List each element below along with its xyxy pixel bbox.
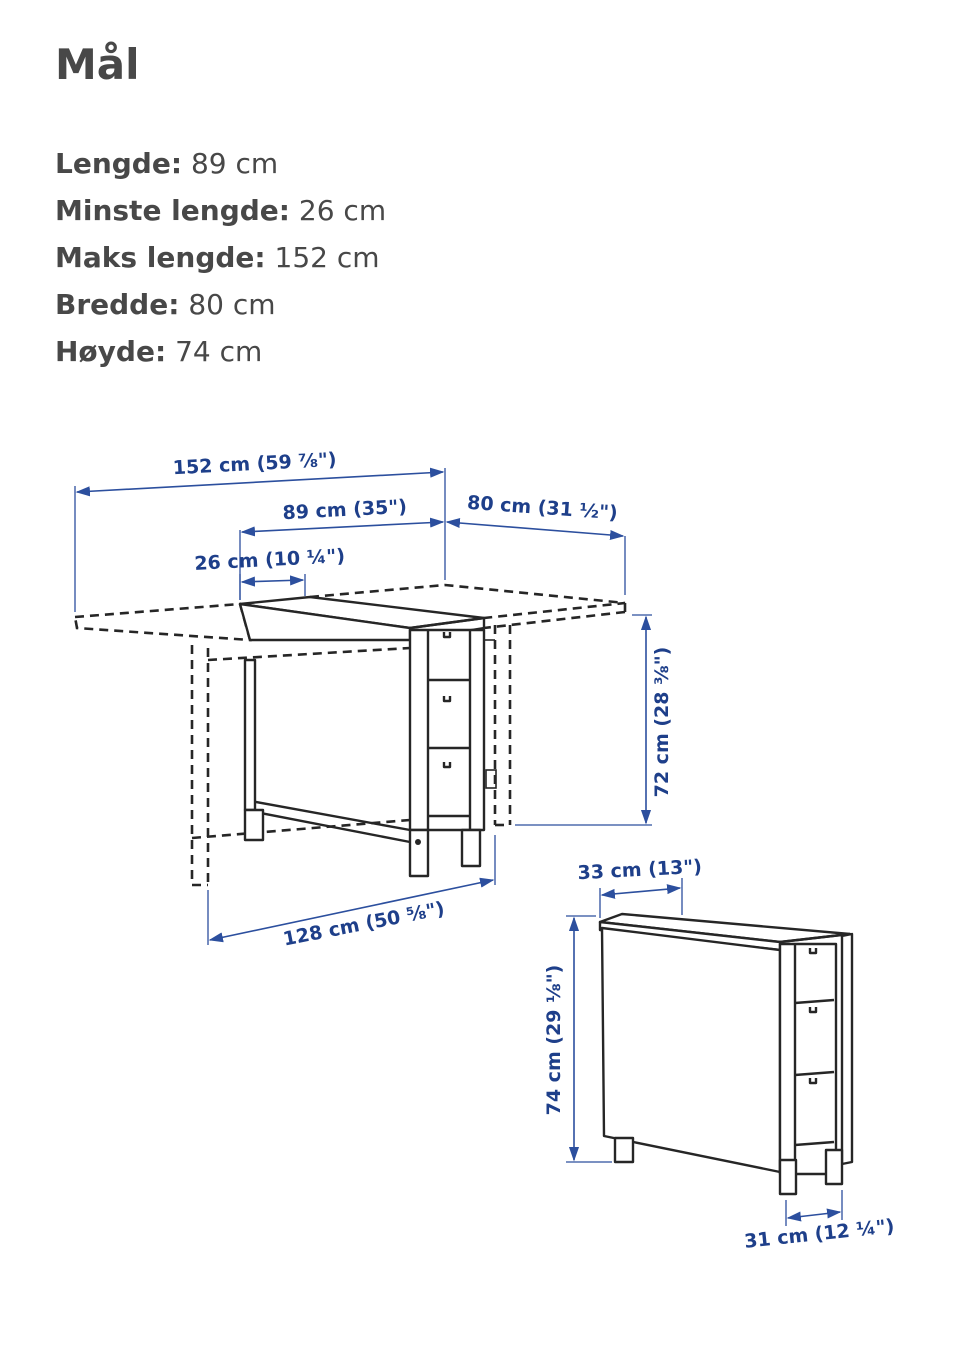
dim-max-length-label: 152 cm (59 ⅞") (172, 448, 338, 480)
spec-value: 89 cm (190, 147, 279, 180)
dim-length-label: 89 cm (35") (281, 495, 408, 525)
spec-value: 80 cm (188, 288, 276, 321)
page-title: Mål (55, 40, 140, 89)
dim-height-leaf-label: 72 cm (28 ⅜") (651, 646, 673, 798)
dim-leg-span-label: 128 cm (50 ⅝") (281, 897, 447, 951)
dim-folded-height-label: 74 cm (29 ⅛") (543, 964, 565, 1116)
spec-label: Lengde: (55, 147, 183, 180)
dim-folded-depth-label: 33 cm (13") (576, 855, 703, 885)
dim-width-label: 80 cm (31 ½") (466, 491, 619, 525)
folded-table-illustration (600, 914, 852, 1194)
dim-min-length-label: 26 cm (10 ¼") (193, 545, 346, 575)
spec-value: 152 cm (274, 241, 380, 274)
spec-value: 26 cm (298, 194, 387, 227)
dim-folded-width-label: 31 cm (12 ¼") (743, 1215, 896, 1253)
spec-value: 74 cm (175, 335, 263, 368)
expanded-table-illustration (75, 585, 625, 885)
spec-label: Bredde: (55, 288, 180, 321)
spec-label: Maks lengde: (55, 241, 266, 274)
spec-label: Høyde: (55, 335, 167, 368)
spec-label: Minste lengde: (55, 194, 290, 227)
